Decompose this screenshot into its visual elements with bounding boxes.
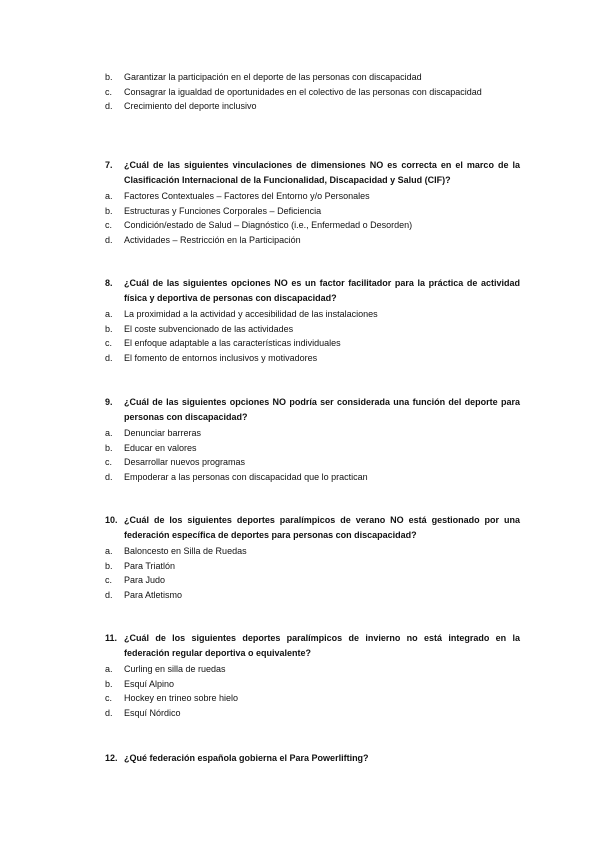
question-11 xyxy=(105,631,520,720)
question-number: 9. xyxy=(105,397,113,407)
question-number: 11. xyxy=(105,633,118,643)
list-item: d. Empoderar a las personas con discapacidad que lo practican xyxy=(105,471,368,482)
question-number: 7. xyxy=(105,160,113,170)
list-item: c. Para Judo xyxy=(105,575,166,585)
question-text: ¿Cuál de los siguientes deportes paralímpicos de verano NO está gestionado por una federación específica de deportes para personas con discapacidad? xyxy=(124,515,520,540)
list-item: d. Esquí Nórdico xyxy=(105,707,181,718)
list-item: a. La proximidad a la actividad y accesibilidad de las instalaciones xyxy=(105,309,378,319)
list-item: a. Factores Contextuales – Factores del Entorno y/o Personales xyxy=(105,191,370,201)
question-8 xyxy=(105,276,520,365)
question-number: 12. xyxy=(105,753,118,763)
list-item: d. Crecimiento del deporte inclusivo xyxy=(105,101,257,111)
list-item: c. Consagrar la igualdad de oportunidades en el colectivo de las personas con discapacidad xyxy=(105,86,482,97)
list-item: b. Garantizar la participación en el deporte de las personas con discapacidad xyxy=(105,72,422,82)
question-text: ¿Cuál de las siguientes opciones NO podría ser considerada una función del deporte para personas con discapacidad? xyxy=(124,397,520,422)
q6-options xyxy=(105,70,520,114)
question-7 xyxy=(105,158,520,247)
list-item: c. El enfoque adaptable a las características individuales xyxy=(105,338,341,348)
list-item: d. Para Atletismo xyxy=(105,589,183,600)
list-item: d. Actividades – Restricción en la Participación xyxy=(105,234,301,245)
list-item: b. Educar en valores xyxy=(105,442,197,453)
list-item: b. Estructuras y Funciones Corporales – Deficiencia xyxy=(105,205,322,216)
question-number: 10. xyxy=(105,515,118,525)
list-item: b. Para Triatlón xyxy=(105,560,176,571)
list-item: c. Hockey en trineo sobre hielo xyxy=(105,693,239,703)
question-text: ¿Cuál de las siguientes opciones NO es un factor facilitador para la práctica de actividad física y deportiva de personas con discapacidad? xyxy=(124,278,520,303)
list-item: d. El fomento de entornos inclusivos y motivadores xyxy=(105,352,318,363)
list-item: c. Desarrollar nuevos programas xyxy=(105,457,246,467)
question-9 xyxy=(105,395,520,484)
list-item: c. Condición/estado de Salud – Diagnóstico (i.e., Enfermedad o Desorden) xyxy=(105,220,413,230)
list-item: a. Curling en silla de ruedas xyxy=(105,664,226,674)
list-item: a. Denunciar barreras xyxy=(105,428,202,438)
question-text: ¿Cuál de las siguientes vinculaciones de dimensiones NO es correcta en el marco de la Clasificación Internacional de la Funcionalidad, Discapacidad y Salud (CIF)? xyxy=(124,160,520,185)
list-item: b. Esquí Alpino xyxy=(105,678,175,689)
question-text: ¿Qué federación española gobierna el Para Powerlifting? xyxy=(124,753,369,763)
question-number: 8. xyxy=(105,278,113,288)
list-item: a. Baloncesto en Silla de Ruedas xyxy=(105,546,247,556)
question-12 xyxy=(105,751,520,768)
list-item: b. El coste subvencionado de las actividades xyxy=(105,323,294,334)
question-text: ¿Cuál de los siguientes deportes paralímpicos de invierno no está integrado en la federación regular deportiva o equivalente? xyxy=(124,633,520,658)
question-10 xyxy=(105,513,520,602)
